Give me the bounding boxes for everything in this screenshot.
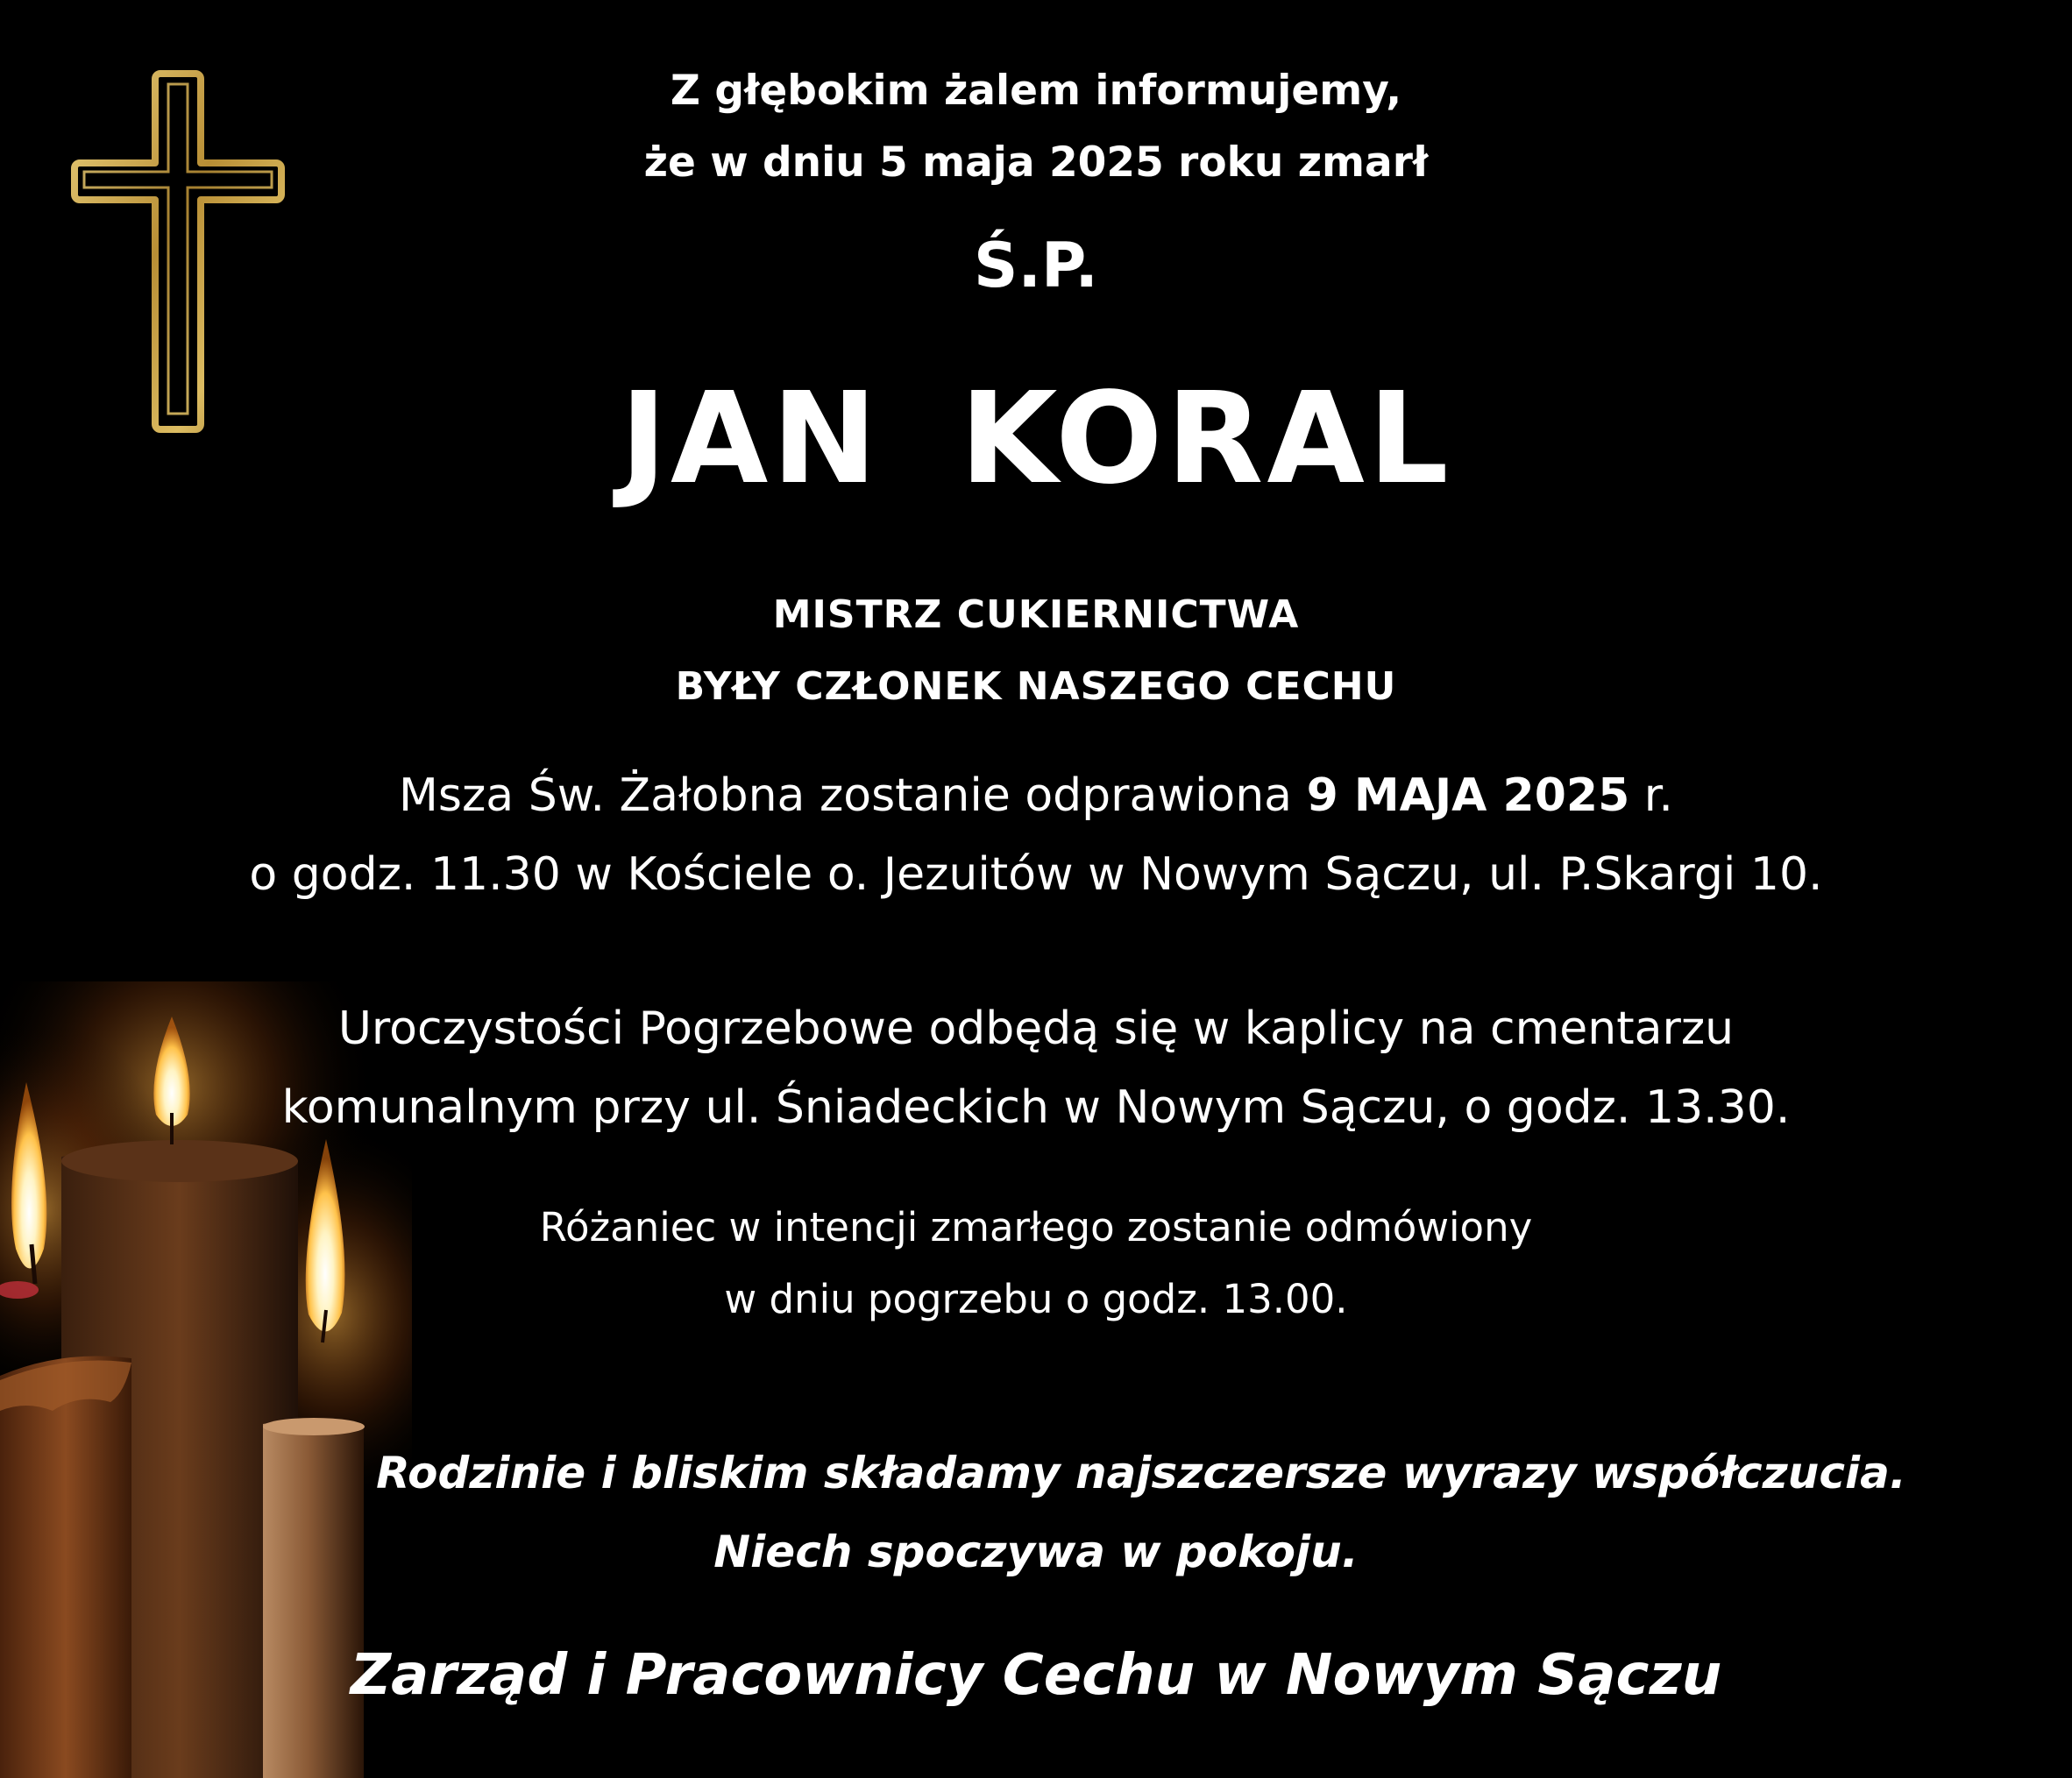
funeral-line-2: komunalnym przy ul. Śniadeckich w Nowym Sączu, o godz. 13.30. — [281, 1081, 1791, 1134]
condolence-line-2: Niech spoczywa w pokoju. — [713, 1527, 1359, 1577]
rosary-line-1: Różaniec w intencji zmarłego zostanie odmówiony — [539, 1204, 1533, 1250]
honorific: Ś.P. — [973, 230, 1099, 301]
mass-date: 9 MAJA 2025 — [1306, 769, 1630, 822]
funeral-line-1: Uroczystości Pogrzebowe odbędą się w kaplicy na cmentarzu — [337, 1002, 1735, 1055]
title-line-1: MISTRZ CUKIERNICTWA — [772, 592, 1300, 637]
deceased-name: JAN KORAL — [620, 365, 1452, 512]
mass-prefix: Msza Św. Żałobna zostanie odprawiona — [399, 769, 1307, 822]
intro-line-1: Z głębokim żalem informujemy, — [670, 67, 1402, 115]
rosary-line-2: w dniu pogrzebu o godz. 13.00. — [724, 1276, 1348, 1322]
intro-line-2: że w dniu 5 maja 2025 roku zmarł — [643, 138, 1429, 187]
signature: Zarząd i Pracownicy Cechu w Nowym Sączu — [350, 1643, 1722, 1708]
mass-line-1 — [0, 769, 2072, 822]
title-line-2: BYŁY CZŁONEK NASZEGO CECHU — [675, 664, 1397, 709]
mass-suffix: r. — [1629, 769, 1673, 822]
mass-line-2: o godz. 11.30 w Kościele o. Jezuitów w Nowym Sączu, ul. P.Skargi 10. — [249, 848, 1823, 901]
condolence-line-1: Rodzinie i bliskim składamy najszczersze wyrazy współczucia. — [376, 1448, 1906, 1498]
